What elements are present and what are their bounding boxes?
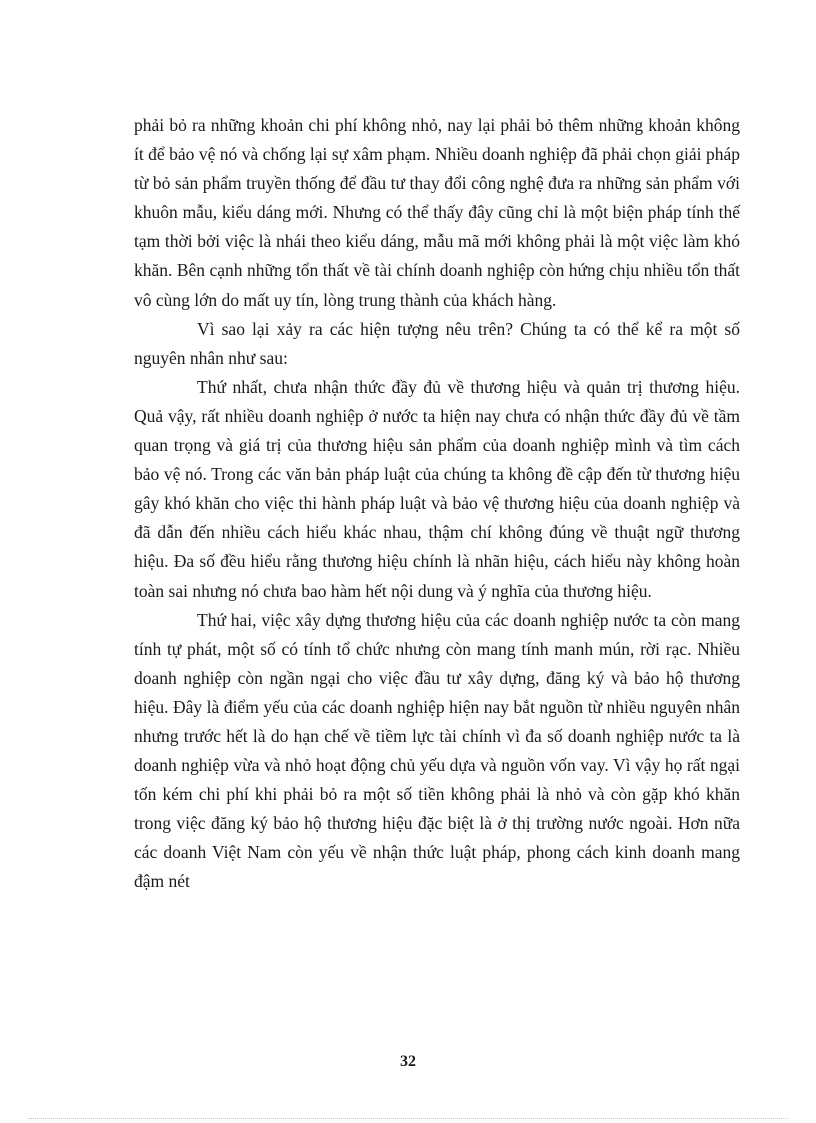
paragraph-second-reason: Thứ hai, việc xây dựng thương hiệu của các doanh nghiệp nước ta còn mang tính tự phát, một số có tính tổ chức nhưng còn mang tính manh mún, rời rạc. Nhiều doanh nghiệp còn ngần ngại cho việc đầu tư xây dựng, đăng ký và bảo hộ thương hiệu. Đây là điểm yếu của các doanh nghiệp hiện nay bắt nguồn từ nhiều nguyên nhân nhưng trước hết là do hạn chế về tiềm lực tài chính vì đa số doanh nghiệp nước ta là doanh nghiệp vừa và nhỏ hoạt động chủ yếu dựa và nguồn vốn vay. Vì vậy họ rất ngại tốn kém chi phí khi phải bỏ ra một số tiền không phải là nhỏ và còn gặp khó khăn trong việc đăng ký bảo hộ thương hiệu đặc biệt là ở thị trường nước ngoài. Hơn nữa các doanh Việt Nam còn yếu về nhận thức luật pháp, phong cách kinh doanh mang đậm nét	[134, 609, 740, 892]
paragraph-continuation: phải bỏ ra những khoản chi phí không nhỏ, nay lại phải bỏ thêm những khoản không ít để bảo vệ nó và chống lại sự xâm phạm. Nhiều doanh nghiệp đã phải chọn giải pháp từ bỏ sản phẩm truyền thống để đầu tư thay đổi công nghệ đưa ra những sản phẩm với khuôn mẫu, kiểu dáng mới. Nhưng có thể thấy đây cũng chỉ là một biện pháp tính thế tạm thời bởi việc là nhái theo kiểu dáng, mẫu mã mới không phải là một việc làm khó khăn. Bên cạnh những tổn thất về tài chính doanh nghiệp còn hứng chịu nhiều tổn thất vô cùng lớn do mất uy tín, lòng trung thành của khách hàng.	[134, 115, 740, 310]
page-number: 32	[400, 1053, 416, 1070]
body-text	[134, 111, 740, 897]
page-bottom-rule	[28, 1118, 788, 1119]
paragraph-first-reason: Thứ nhất, chưa nhận thức đầy đủ về thương hiệu và quản trị thương hiệu. Quả vậy, rất nhiều doanh nghiệp ở nước ta hiện nay chưa có nhận thức đầy đủ về tầm quan trọng và giá trị của thương hiệu sản phẩm của doanh nghiệp mình và tìm cách bảo vệ nó. Trong các văn bản pháp luật của chúng ta không đề cập đến từ thương hiệu gây khó khăn cho việc thi hành pháp luật và bảo vệ thương hiệu của doanh nghiệp và đã dẫn đến nhiều cách hiểu khác nhau, thậm chí không đúng về thuật ngữ thương hiệu. Đa số đều hiểu rằng thương hiệu chính là nhãn hiệu, cách hiểu này không hoàn toàn sai nhưng nó chưa bao hàm hết nội dung và ý nghĩa của thương hiệu.	[134, 376, 740, 601]
paragraph-question: Vì sao lại xảy ra các hiện tượng nêu trên? Chúng ta có thể kể ra một số nguyên nhân như sau:	[134, 318, 740, 368]
